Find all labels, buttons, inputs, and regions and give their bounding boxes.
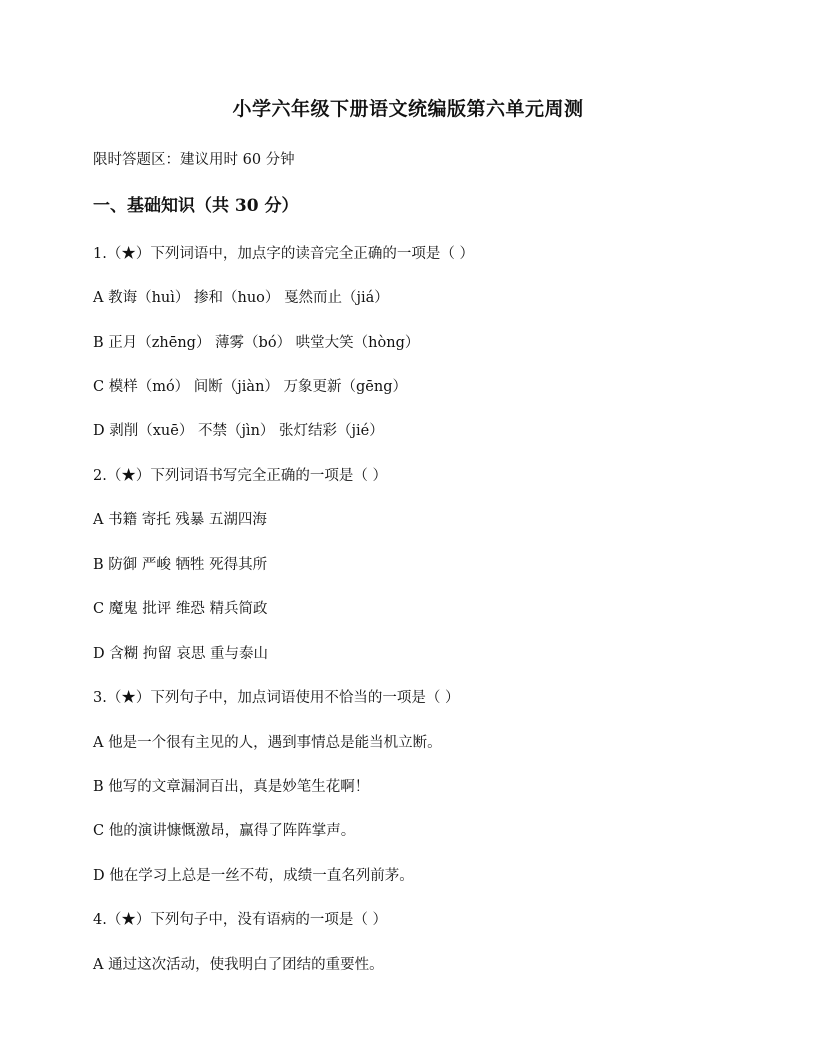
option-4a: A 通过这次活动，使我明白了团结的重要性。 [93,957,384,973]
question-1: 1.（★）下列词语中，加点字的读音完全正确的一项是（ ） [93,246,474,262]
page-title: 小学六年级下册语文统编版第六单元周测 [232,98,584,120]
question-3: 3.（★）下列句子中，加点词语使用不恰当的一项是（ ） [93,690,460,706]
question-4: 4.（★）下列句子中，没有语病的一项是（ ） [93,912,387,928]
option-1a: A 教诲（huì） 掺和（huo） 戛然而止（jiá） [93,290,389,306]
option-3b: B 他写的文章漏洞百出，真是妙笔生花啊！ [93,779,370,795]
section-heading: 一、基础知识（共 30 分） [93,196,299,216]
option-3a: A 他是一个很有主见的人，遇到事情总是能当机立断。 [93,735,442,751]
time-note: 限时答题区：建议用时 60 分钟 [93,152,295,168]
option-1d: D 剥削（xuē） 不禁（jìn） 张灯结彩（jié） [93,423,384,439]
option-2a: A 书籍 寄托 残暴 五湖四海 [93,512,267,528]
option-2d: D 含糊 拘留 哀思 重与泰山 [93,646,269,662]
option-1b: B 正月（zhēng） 薄雾（bó） 哄堂大笑（hòng） [93,335,420,351]
option-3c: C 他的演讲慷慨激昂，赢得了阵阵掌声。 [93,823,356,839]
question-2: 2.（★）下列词语书写完全正确的一项是（ ） [93,468,387,484]
option-3d: D 他在学习上总是一丝不苟，成绩一直名列前茅。 [93,868,414,884]
option-1c: C 模样（mó） 间断（jiàn） 万象更新（gēng） [93,379,408,395]
option-2b: B 防御 严峻 牺牲 死得其所 [93,557,268,573]
option-2c: C 魔鬼 批评 维恐 精兵简政 [93,601,268,617]
